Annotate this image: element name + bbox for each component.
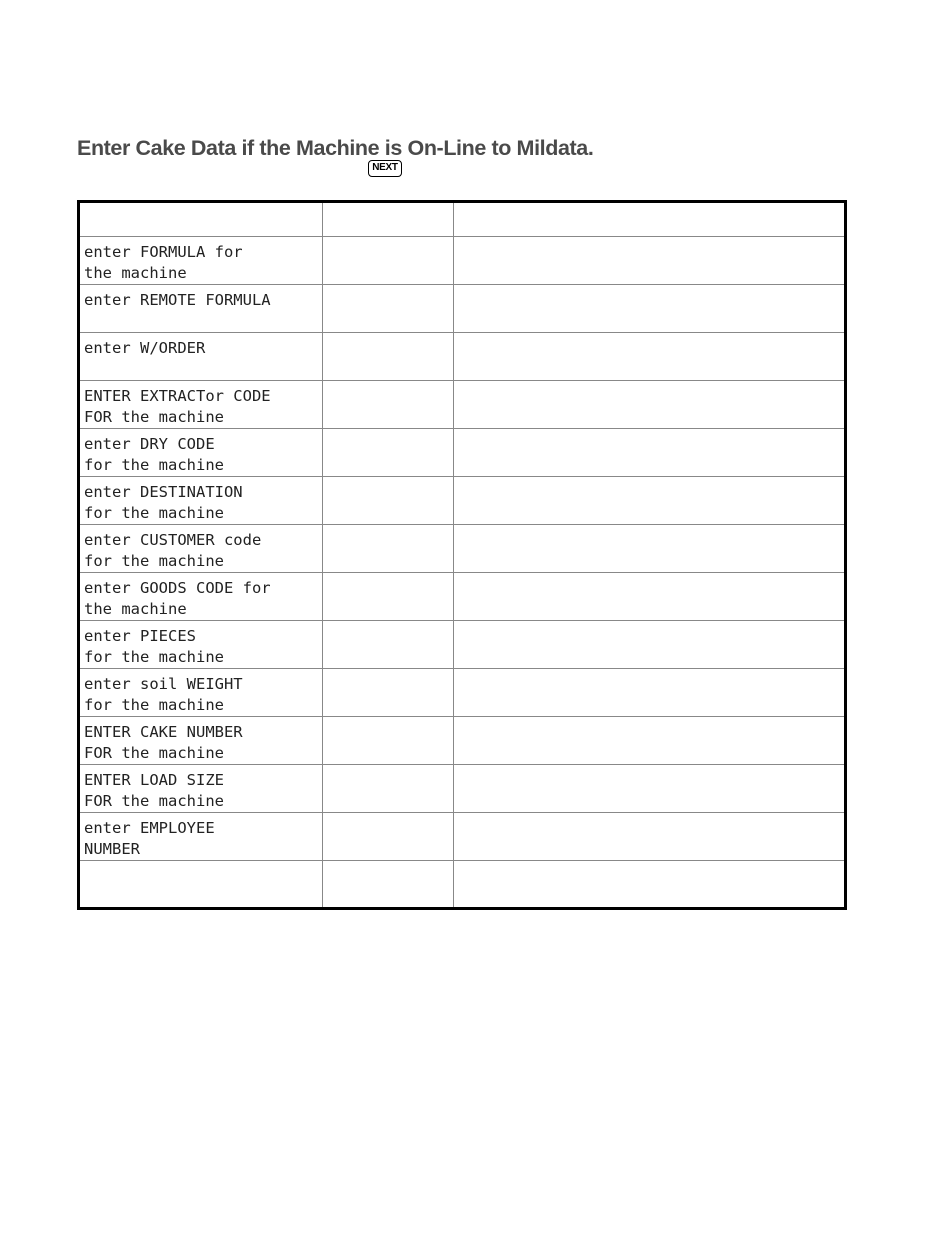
description-cell [454,813,846,861]
prompt-cell: enter CUSTOMER code for the machine [79,525,323,573]
prompt-cell: enter EMPLOYEE NUMBER [79,813,323,861]
value-cell [323,333,454,381]
prompt-cell: enter FORMULA for the machine [79,237,323,285]
next-key-icon: NEXT [368,160,402,177]
description-cell [454,381,846,429]
table-row [79,717,846,765]
table-row [79,621,846,669]
prompt-cell: ENTER CAKE NUMBER FOR the machine [79,717,323,765]
value-cell [323,237,454,285]
description-cell [454,429,846,477]
value-cell [323,381,454,429]
header-cell [79,202,323,237]
value-cell [323,717,454,765]
description-cell [454,717,846,765]
prompt-cell: enter DESTINATION for the machine [79,477,323,525]
description-cell [454,765,846,813]
header-cell [454,202,846,237]
table-row [79,813,846,861]
value-cell [323,765,454,813]
description-cell [454,621,846,669]
description-cell [454,669,846,717]
table-row [79,333,846,381]
value-cell [323,621,454,669]
description-cell [454,333,846,381]
description-cell [454,861,846,909]
description-cell [454,477,846,525]
table-row [79,237,846,285]
page-heading: Enter Cake Data if the Machine is On-Line to Mildata. [77,136,594,160]
description-cell [454,237,846,285]
prompt-cell: enter GOODS CODE for the machine [79,573,323,621]
value-cell [323,861,454,909]
value-cell [323,429,454,477]
table-row [79,477,846,525]
prompt-cell: enter soil WEIGHT for the machine [79,669,323,717]
cake-data-table [77,200,847,910]
value-cell [323,477,454,525]
table-row [79,381,846,429]
table-row [79,573,846,621]
table-row [79,525,846,573]
value-cell [323,813,454,861]
prompt-cell: enter PIECES for the machine [79,621,323,669]
prompt-cell: enter REMOTE FORMULA [79,285,323,333]
table-row [79,429,846,477]
table-body [79,202,846,909]
table-row [79,765,846,813]
value-cell [323,573,454,621]
table-row [79,285,846,333]
description-cell [454,285,846,333]
header-cell [323,202,454,237]
description-cell [454,525,846,573]
table-row [79,861,846,909]
description-cell [454,573,846,621]
value-cell [323,669,454,717]
prompt-cell [79,861,323,909]
prompt-cell: enter DRY CODE for the machine [79,429,323,477]
value-cell [323,525,454,573]
table-header-row [79,202,846,237]
table-row [79,669,846,717]
prompt-cell: enter W/ORDER [79,333,323,381]
prompt-cell: ENTER LOAD SIZE FOR the machine [79,765,323,813]
prompt-cell: ENTER EXTRACTor CODE FOR the machine [79,381,323,429]
value-cell [323,285,454,333]
